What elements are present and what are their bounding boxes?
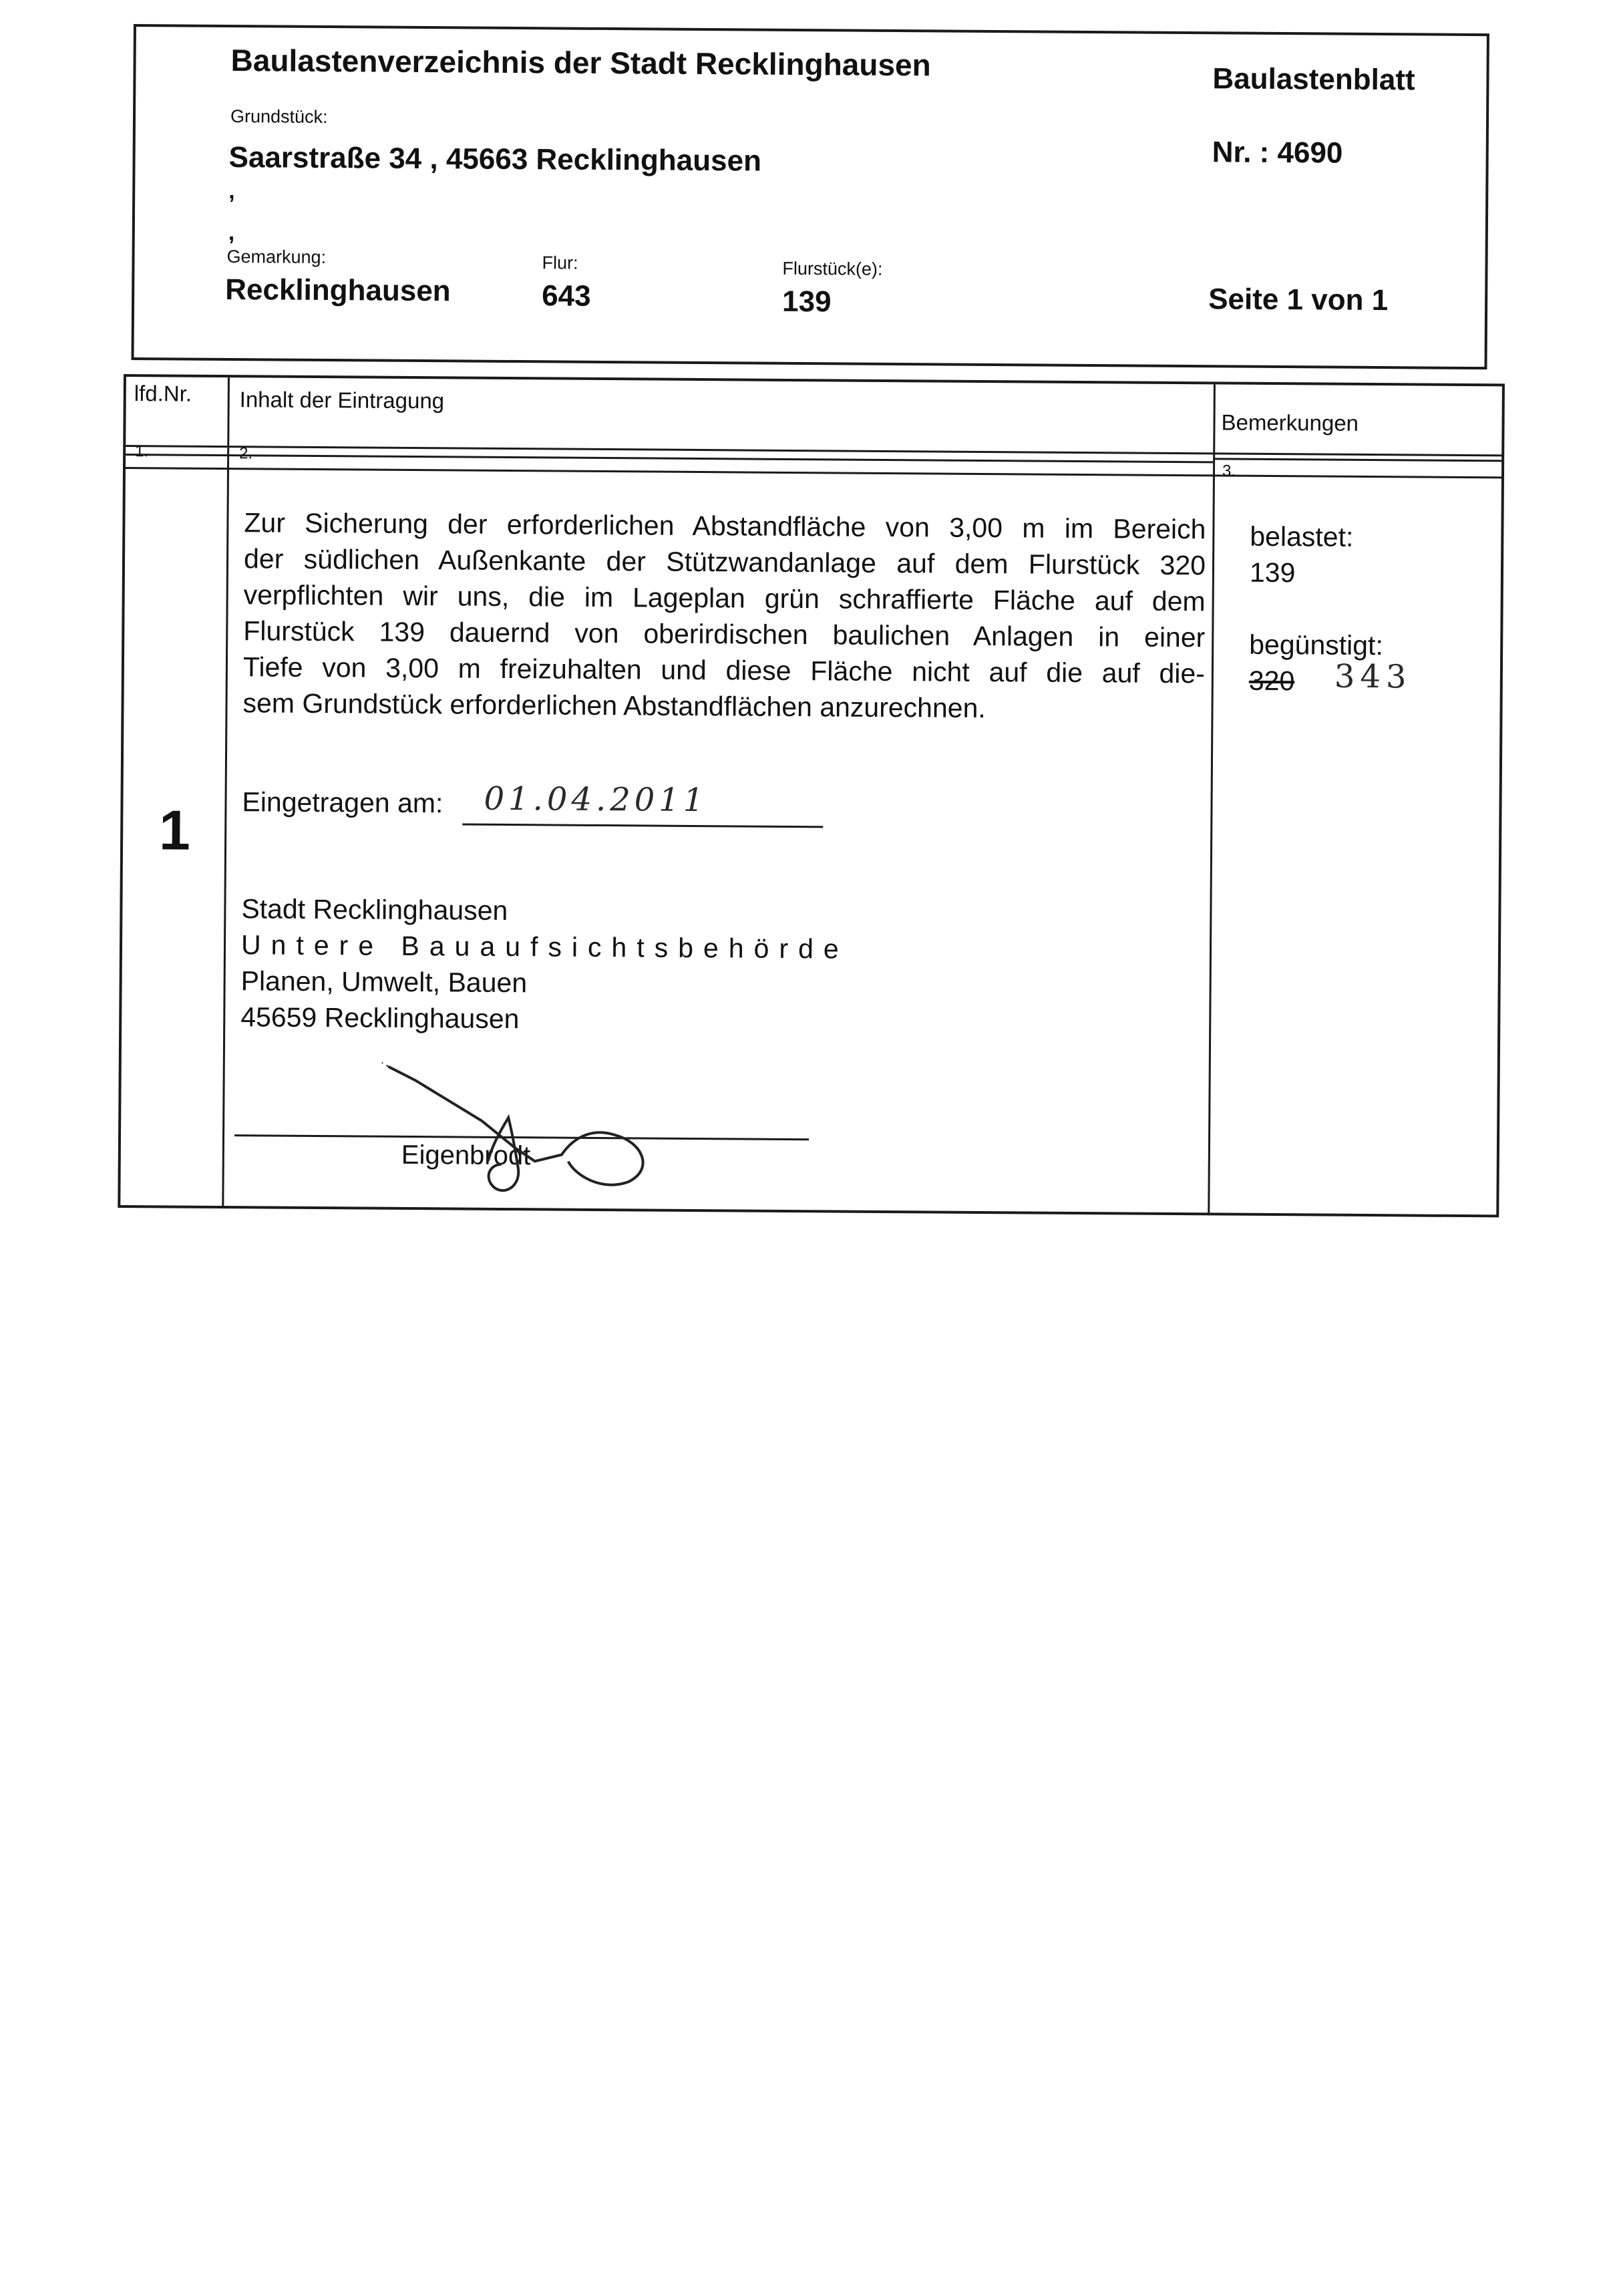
- entry-text-line: Flurstück 139 dauernd von oberirdischen baulichen Anlagen in einer: [243, 615, 1206, 653]
- col-nr-header: lfd.Nr.: [134, 381, 192, 406]
- number-row-divider: [126, 467, 1503, 478]
- sheet-title: Baulastenblatt: [1212, 62, 1415, 97]
- registered-date: 01.04.2011: [484, 780, 708, 820]
- authority-division: Planen, Umwelt, Bauen: [240, 965, 528, 999]
- flurstueck-label: Flurstück(e):: [782, 258, 883, 279]
- comma-mark: ,: [228, 178, 235, 204]
- grundstueck-label: Grundstück:: [230, 106, 328, 128]
- entry-text-line: der südlichen Außenkante der Stützwandanlage auf dem Flurstück 320: [243, 543, 1206, 581]
- beguenstigt-struck-value: 320: [1248, 665, 1295, 697]
- entry-text-line: Zur Sicherung der erforderlichen Abstandfläche von 3,00 m im Bereich: [244, 507, 1206, 545]
- authority-city: Stadt Recklinghausen: [241, 893, 508, 927]
- registry-title: Baulastenverzeichnis der Stadt Recklinghausen: [230, 43, 931, 83]
- sheet-number: Nr. : 4690: [1212, 136, 1343, 170]
- gemarkung-value: Recklinghausen: [225, 273, 451, 308]
- entry-text-line: sem Grundstück erforderlichen Abstandflächen anzurechnen.: [242, 687, 986, 724]
- row-number: 1: [158, 798, 191, 862]
- remarks-header-divider: [1213, 458, 1503, 462]
- signature-scribble: [374, 1053, 749, 1203]
- authority-address: 45659 Recklinghausen: [240, 1001, 520, 1035]
- header-row-divider: [126, 454, 1213, 463]
- col-nr-number: 1.: [135, 442, 149, 461]
- gemarkung-label: Gemarkung:: [226, 246, 327, 268]
- entry-text: [242, 504, 1206, 727]
- beguenstigt-label: begünstigt:: [1249, 629, 1383, 661]
- header-box: [131, 24, 1489, 369]
- registered-date-line: [462, 824, 823, 828]
- flur-label: Flur:: [542, 253, 578, 273]
- col-remarks-number: 3.: [1222, 462, 1236, 480]
- flurstueck-value: 139: [781, 285, 832, 319]
- entries-table: [118, 374, 1505, 1217]
- entry-text-line: Tiefe von 3,00 m freizuhalten und diese Fläche nicht auf die auf die-: [242, 651, 1206, 689]
- col-content-header: Inhalt der Eintragung: [239, 387, 445, 414]
- belastet-label: belastet:: [1250, 520, 1354, 552]
- entry-text-line: verpflichten wir uns, die im Lageplan grün schraffierte Fläche auf dem: [243, 579, 1206, 617]
- comma-mark: ,: [228, 219, 235, 246]
- signatory-name: Eigenbrodt: [401, 1140, 531, 1171]
- col-content-number: 2.: [239, 444, 253, 463]
- page-indicator: Seite 1 von 1: [1208, 283, 1389, 317]
- beguenstigt-new-value: 343: [1334, 657, 1412, 696]
- address-value: Saarstraße 34 , 45663 Recklinghausen: [228, 141, 762, 178]
- col-remarks-header: Bemerkungen: [1221, 409, 1359, 436]
- column-divider: [222, 377, 230, 1208]
- authority-department: Untere Bauaufsichtsbehörde: [240, 929, 849, 965]
- registered-label: Eingetragen am:: [242, 786, 443, 819]
- belastet-value: 139: [1249, 556, 1296, 589]
- flur-value: 643: [542, 279, 591, 313]
- column-divider: [1208, 384, 1216, 1215]
